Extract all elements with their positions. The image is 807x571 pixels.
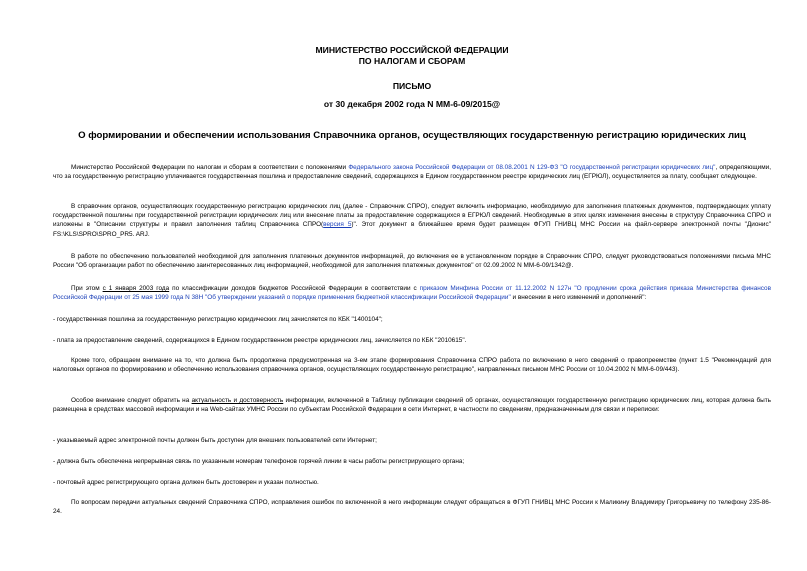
- document-date: от 30 декабря 2002 года N ММ-6-09/2015@: [323, 99, 501, 109]
- ministry-line-2: ПО НАЛОГАМ И СБОРАМ: [358, 56, 466, 66]
- federal-law-link[interactable]: Федерального закона Российской Федерации от 08.08.2001 N 129-ФЗ "О государственной регистрации юридических лиц": [348, 164, 716, 171]
- p6-text-b: информации, включенной в Таблицу публикации сведений об органах, осуществляющих государственную регистрацию юридических лиц, которая должна быть размещена в средствах массовой информации и на Web-сайтах УМНС России по субъектам Российской Федерации в сети Интернет, в частности по сведениям, предназначенным для связи и переписки:: [53, 397, 771, 414]
- paragraph-4: [53, 284, 771, 302]
- list-item-kbk-2010615: - плата за предоставление сведений, содержащихся в Едином государственном реестре юридических лиц, зачисляется по КБК "2010615".: [53, 337, 467, 344]
- list-item-address: - почтовый адрес регистрирующего органа должен быть достоверен и указан полностью.: [53, 479, 319, 486]
- p1-text-b: , определяющими, что за государственную регистрацию уплачивается государственная пошлина и предоставление сведений, содержащихся в Едином государственном реестре юридических лиц (ЕГРЮЛ), осуществляется за плату, сообщает следующее.: [53, 164, 771, 181]
- document-type: ПИСЬМО: [392, 81, 432, 91]
- list-item-phone: - должна быть обеспечена непрерывная связь по указанным номерам телефонов горячей линии в часы работы регистрирующего органа;: [53, 458, 465, 465]
- p4-text-a: При этом: [71, 285, 103, 292]
- paragraph-7: По вопросам передачи актуальных сведений Справочника СПРО, исправления ошибок по включенной в него информации следует обращаться в ФГУП ГНИВЦ МНС России к Маликину Владимиру Григорьевичу по телефону 235-86-24.: [53, 499, 771, 516]
- p1-text-a: Министерство Российской Федерации по налогам и сборам в соответствии с положениями: [71, 164, 349, 171]
- ministry-line-1: МИНИСТЕРСТВО РОССИЙСКОЙ ФЕДЕРАЦИИ: [315, 45, 509, 55]
- list-item-email: - указываемый адрес электронной почты должен быть доступен для внешних пользователей сети Интернет;: [53, 437, 377, 444]
- paragraph-5: Кроме того, обращаем внимание на то, что должна быть продолжена предусмотренная на 3-ем этапе формирования Справочника СПРО работа по включению в него сведений о правопреемстве (пункт 1.5 "Рекомендаций для налоговых органов по формированию и обеспечению использования справочника органов, осуществляющих государственную регистрацию", направленных письмом МНС России от 10.04.2002 N ММ-6-09/443).: [53, 357, 771, 374]
- p2-text-a: В справочник органов, осуществляющих государственную регистрацию юридических лиц (далее - Справочник СПРО), следует включить информацию, необходимую для заполнения платежных документов, подтверждающих уплату государственной пошлины при государственной регистрации юридических лиц или внесение платы за предоставление содержащихся в ЕГРЮЛ сведений. Необходимые в этих целях изменения внесены в структуру Справочника СПРО и изложены в "Описании структуры и правил заполнения таблиц Справочника СПРО(: [53, 203, 771, 229]
- version-5-link[interactable]: версия 5: [323, 221, 352, 229]
- minfin-order-link[interactable]: приказом Минфина России от 11.12.2002 N 127н "О продлении срока действия приказа Министерства финансов Российской Федерации от 25 мая 1999 года N 38Н "Об утверждении указаний о порядке применения бюджетной классификации Российской Федерации": [53, 285, 771, 302]
- p2-text-b: )". Этот документ в ближайшее время будет размещен ФГУП ГНИВЦ МНС России на файл-сервере электронной почты "Дионис" FS:\KLS\SPRO\SPRO_PR5. ARJ.: [53, 221, 771, 238]
- p4-date-underlined: с 1 января 2003 года: [102, 285, 170, 292]
- paragraph-2: [53, 202, 771, 239]
- paragraph-3: [53, 252, 771, 270]
- p6-underlined: актуальность и достоверность: [191, 397, 284, 404]
- paragraph-6: [53, 396, 771, 414]
- p4-text-c: и внесении в него изменений и дополнений":: [510, 294, 647, 302]
- document-subject: О формировании и обеспечении использования Справочника органов, осуществляющих государственную регистрацию юридических лиц: [78, 130, 746, 141]
- p3-text-a: В работе по обеспечению пользователей необходимой для заполнения платежных документов информацией, до включения ее в установленном порядке в Справочник СПРО, следует руководствоваться положениями письма МНС России "Об организации работ по обеспечению заинтересованных лиц информацией, необходимой для заполнения платежных документов" от 02.09.2002 N ММ-6-09/1342@.: [53, 253, 771, 270]
- p4-text-b: по классификации доходов бюджетов Российской Федерации в соответствии с: [169, 285, 420, 292]
- list-item-kbk-1400104: - государственная пошлина за государственную регистрацию юридических лиц зачисляется по КБК "1400104";: [53, 316, 383, 323]
- paragraph-1: [53, 163, 771, 181]
- p6-text-a: Особое внимание следует обратить на: [71, 397, 192, 404]
